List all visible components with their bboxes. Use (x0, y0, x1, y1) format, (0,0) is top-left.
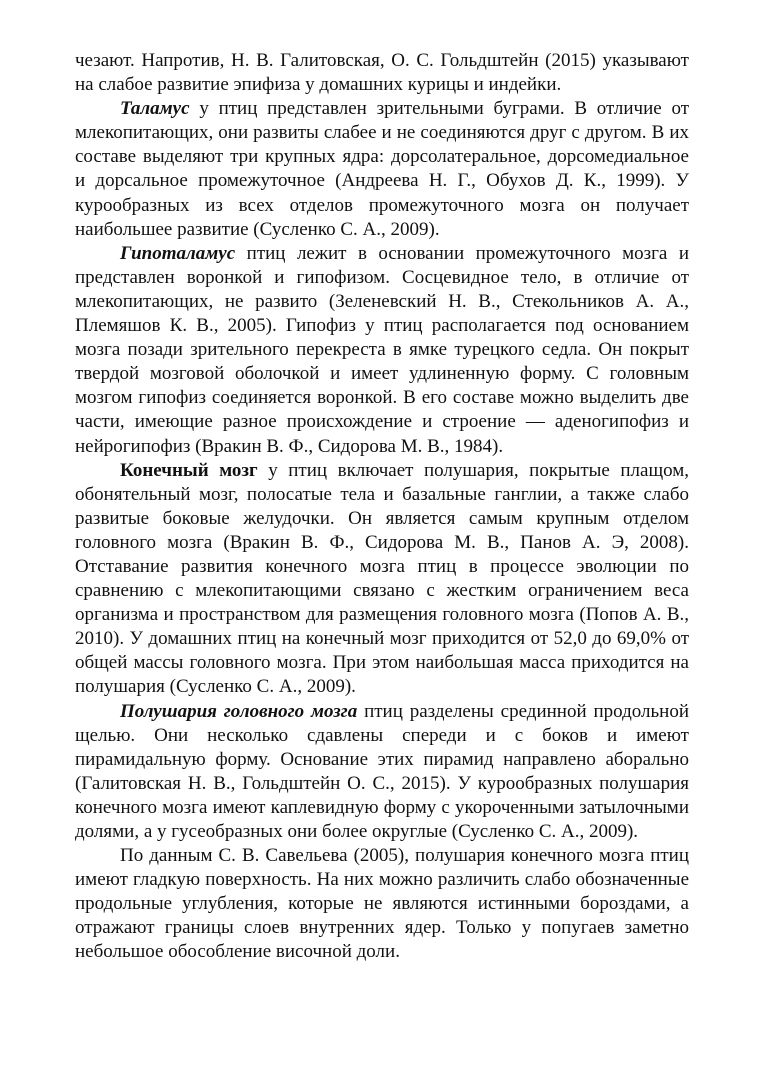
paragraph-savelyev (75, 844, 689, 964)
paragraph-thalamus (75, 97, 689, 242)
paragraph-telencephalon (75, 459, 689, 700)
term-thalamus: Таламус (120, 98, 190, 120)
paragraph-text: чезают. Напротив, Н. В. Галитовская, О. С. Гольдштейн (2015) указывают на слабое развитие эпифиза у домашних курицы и индейки. (75, 50, 689, 96)
paragraph-hypothalamus (75, 242, 689, 459)
paragraph-hemispheres (75, 700, 689, 845)
paragraph-text: По данным С. В. Савельева (2005), полушария конечного мозга птиц имеют гладкую поверхность. На них можно различить слабо обозначенные продольные углубления, которые не являются истинными бороздами, а отражают границы слоев внутренних ядер. Только у попугаев заметно небольшое обособление височной доли. (75, 845, 689, 963)
term-hemispheres: Полушария головного мозга (120, 700, 358, 722)
paragraph-text: птиц лежит в основании промежуточного мозга и представлен воронкой и гипофизом. Сосцевидное тело, в отличие от млекопитающих, не развито (Зеленевский Н. В., Стекольников А. А., Племяшов К. В., 2005). Гипофиз у птиц располагается под основанием мозга позади зрительного перекреста в ямке турецкого седла. Он покрыт твердой мозговой оболочкой и имеет удлиненную форму. С головным мозгом гипофиз соединяется воронкой. В его составе можно выделить две части, имеющие разное происхождение и строение — аденогипофиз и нейрогипофиз (Вракин В. Ф., Сидорова М. В., 1984). (75, 242, 689, 457)
document-page (75, 49, 689, 965)
paragraph-text: птиц разделены срединной продольной щелью. Они несколько сдавлены спереди и с боков и имеют пирамидальную форму. Основание этих пирамид направлено аборально (Галитовская Н. В., Гольдштейн О. С., 2015). У курообразных полушария конечного мозга имеют каплевидную форму с укороченными затылочными долями, а у гусеобразных они более округлые (Сусленко С. А., 2009). (75, 700, 689, 842)
term-telencephalon: Конечный мозг (120, 459, 258, 481)
paragraph-text: у птиц представлен зрительными буграми. В отличие от млекопитающих, они развиты слабее и не соединяются друг с другом. В их составе выделяют три крупных ядра: дорсолатеральное, дорсомедиальное и дорсальное промежуточное (Андреева Н. Г., Обухов Д. К., 1999). У курообразных из всех отделов промежуточного мозга он получает наибольшее развитие (Сусленко С. А., 2009). (75, 98, 689, 240)
term-hypothalamus: Гипоталамус (120, 242, 236, 264)
paragraph-continuation (75, 49, 689, 97)
paragraph-text: у птиц включает полушария, покрытые плащом, обонятельный мозг, полосатые тела и базальные ганглии, а также слабо развитые боковые желудочки. Он является самым крупным отделом головного мозга (Вракин В. Ф., Сидорова М. В., Панов А. Э, 2008). Отставание развития конечного мозга птиц в процессе эволюции по сравнению с млекопитающими связано с жестким ограничением веса организма и пространством для размещения головного мозга (Попов А. В., 2010). У домашних птиц на конечный мозг приходится от 52,0 до 69,0% от общей массы головного мозга. При этом наибольшая масса приходится на полушария (Сусленко С. А., 2009). (75, 459, 689, 698)
